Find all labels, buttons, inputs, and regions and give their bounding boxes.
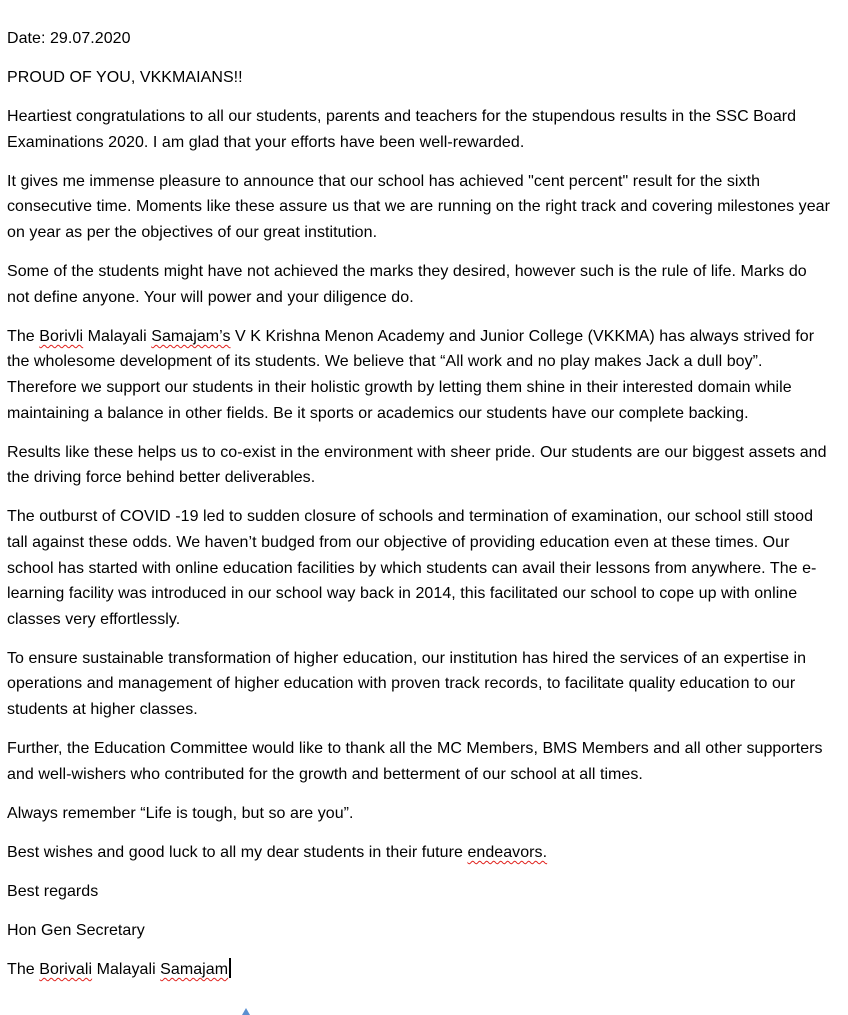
text-run: The: [7, 327, 40, 345]
paragraph-thanks: Further, the Education Committee would like to thank all the MC Members, BMS Members and all other supporters and well-wishers who contributed for the growth and betterment of our school at all times.: [7, 740, 823, 783]
misspelled-word[interactable]: Samajam’s: [151, 327, 231, 345]
paragraph-marks: Some of the students might have not achieved the marks they desired, however such is the rule of life. Marks do not define anyone. Your will power and your diligence do.: [7, 263, 807, 306]
letter-closing: Best regards: [7, 883, 99, 901]
paragraph-cent-percent: It gives me immense pleasure to announce that our school has achieved "cent percent" result for the sixth consecutive time. Moments like these assure us that we are running on the right track and covering milestones year on year as per the objectives of our great institution.: [7, 172, 830, 242]
letter-signatory: Hon Gen Secretary: [7, 922, 145, 940]
paragraph-best-wishes: [7, 840, 833, 866]
text-run: Malayali: [92, 961, 161, 979]
paragraph-higher-education: To ensure sustainable transformation of higher education, our institution has hired the services of an expertise in operations and management of higher education with proven track records, to facilitate quality education to our students at higher classes.: [7, 649, 807, 719]
paragraph-vkkma: [7, 324, 833, 426]
misspelled-word[interactable]: Samajam: [160, 961, 229, 979]
letter-heading: PROUD OF YOU, VKKMAIANS!!: [7, 69, 243, 87]
document-body[interactable]: [7, 26, 833, 996]
letter-organization: [7, 957, 833, 983]
misspelled-word[interactable]: Borivli: [39, 327, 84, 345]
text-run: The: [7, 961, 40, 979]
misspelled-word[interactable]: endeavors.: [467, 843, 548, 861]
selection-handle-icon[interactable]: [242, 1008, 250, 1015]
text-cursor: [229, 958, 231, 978]
letter-date: Date: 29.07.2020: [7, 30, 131, 47]
text-run: V K Krishna Menon Academy and Junior College (VKKMA) has always strived for the wholesome development of its students. We believe that “All work and no play makes Jack a dull boy”. Therefore we support our students in their holistic growth by letting them shine in their interested domain while maintaining a balance in other fields. Be it sports or academics our students have our complete backing.: [7, 327, 815, 422]
misspelled-word[interactable]: Borivali: [39, 961, 93, 979]
paragraph-quote: Always remember “Life is tough, but so are you”.: [7, 804, 354, 822]
text-run: Malayali: [83, 327, 152, 345]
paragraph-covid: The outburst of COVID -19 led to sudden closure of schools and termination of examination, our school still stood tall against these odds. We haven’t budged from our objective of providing education even at these times. Our school has started with online education facilities by which students can avail their lessons from anywhere. The e-learning facility was introduced in our school way back in 2014, this facilitated our school to cope up with online classes very effortlessly.: [7, 508, 817, 628]
text-run: Best wishes and good luck to all my dear students in their future: [7, 843, 468, 861]
paragraph-results: Results like these helps us to co-exist in the environment with sheer pride. Our students are our biggest assets and the driving force behind better deliverables.: [7, 443, 827, 487]
paragraph-congratulations: Heartiest congratulations to all our students, parents and teachers for the stupendous results in the SSC Board Examinations 2020. I am glad that your efforts have been well-rewarded.: [7, 108, 797, 151]
